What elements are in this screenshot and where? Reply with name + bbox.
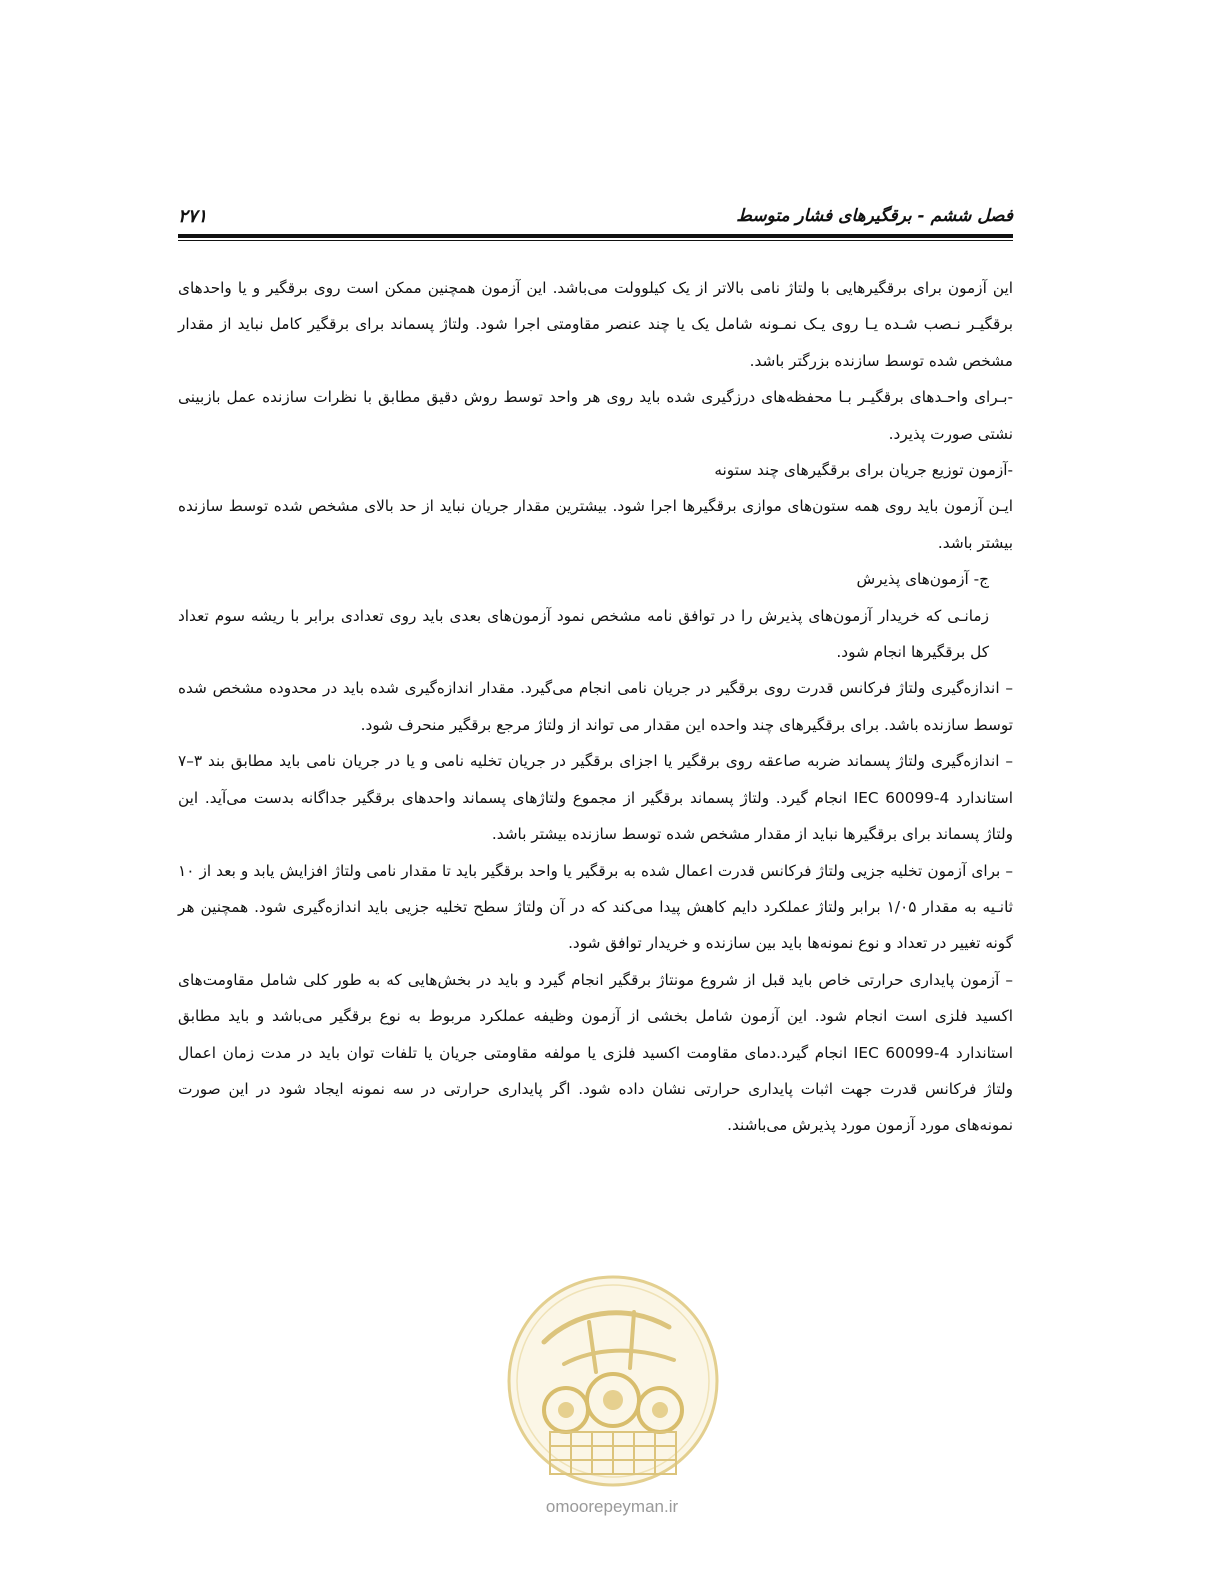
- paragraph: -آزمون توزیع جریان برای برقگیرهای چند ستونه: [714, 461, 1013, 480]
- paragraph: این آزمون برای برقگیرهایی با ولتاژ نامی بالاتر از یک کیلوولت می‌باشد. این آزمون همچنین ممکن است روی برقگیر و یا واحدهای برقگیـر نـصب شـده یـا روی یـک نمـونه شامل یک یا چند عنصر مقاومتی اجرا شود. ولتاژ پسماند برای برقگیر کامل نباید از مقدار مشخص شده توسط سازنده بزرگتر باشد.: [178, 279, 1013, 370]
- header-rule-thin: [178, 240, 1013, 241]
- body-text: [178, 270, 1013, 1144]
- paragraph: – اندازه‌گیری ولتاژ پسماند ضربه صاعقه روی برقگیر یا اجزای برقگیر در جریان تخلیه نامی و یا در جریان نامی باید مطابق بند ۳–۷ استاندارد IEC 60099-4 انجام گیرد. ولتاژ پسماند برقگیر از مجموع ولتاژهای پسماند واحدهای برقگیر جداگانه بدست می‌آید. این ولتاژ پسماند برای برقگیرها نباید از مقدار مشخص شده توسط سازنده بیشتر باشد.: [178, 752, 1013, 844]
- header-rule-thick: [178, 234, 1013, 238]
- watermark-logo: [504, 1272, 722, 1490]
- paragraph: – برای آزمون تخلیه جزیی ولتاژ فرکانس قدرت اعمال شده به برقگیر یا واحد برقگیر باید تا مقدار نامی ولتاژ افزایش یابد و بعد از ۱۰ ثانـیه به مقدار ۱/۰۵ برابر ولتاژ عملکرد دایم کاهش پیدا می‌کند که در آن ولتاژ سطح تخلیه جزیی باید اندازه‌گیری شود. همچنین هر گونه تغییر در تعداد و نوع نمونه‌ها باید بین سازنده و خریدار توافق شود.: [178, 861, 1013, 953]
- website-url: omoorepeyman.ir: [545, 1497, 679, 1516]
- paragraph: – آزمون پایداری حرارتی خاص باید قبل از شروع مونتاژ برقگیر انجام گیرد و باید در بخش‌هایی که به طور کلی شامل مقاومت‌های اکسید فلزی است انجام شود. این آزمون شامل بخشی از آزمون وظیفه عملکرد مربوط به نوع برقگیر می‌باشد و باید مطابق استاندارد IEC 60099-4 انجام گیرد.دمای مقاومت اکسید فلزی یا مولفه مقاومتی جریان یا تلفات توان باید در مدت زمان اعمال ولتاژ فرکانس قدرت جهت اثبات پایداری حرارتی نشان داده شود. اگر پایداری حرارتی در سه نمونه ایجاد شود در این صورت نمونه‌های مورد آزمون مورد پذیرش می‌باشند.: [178, 970, 1013, 1135]
- chapter-title: فصل ششم - برقگیرهای فشار متوسط: [736, 206, 1013, 226]
- paragraph: -بـرای واحـدهای برقگیـر بـا محفظه‌های درزگیری شده باید روی هر واحد توسط روش دقیق مطابق با نظرات سازنده عمل بازبینی نشتی صورت پذیرد.: [178, 388, 1013, 443]
- paragraph: ایـن آزمون باید روی همه ستون‌های موازی برقگیرها اجرا شود. بیشترین مقدار جریان نباید از حد بالای مشخص شده توسط سازنده بیشتر باشد.: [178, 497, 1013, 552]
- paragraph: زمانـی که خریدار آزمون‌های پذیرش را در توافق نامه مشخص نمود آزمون‌های بعدی باید روی تعدادی برابر با ریشه سوم تعداد کل برقگیرها انجام شود.: [178, 606, 989, 662]
- page-number: ۲۷۱: [178, 205, 208, 227]
- watermark-logo-icon: [504, 1272, 722, 1490]
- paragraph: – اندازه‌گیری ولتاژ فرکانس قدرت روی برقگیر در جریان نامی انجام می‌گیرد. مقدار اندازه‌گیری شده باید در محدوده مشخص شده توسط سازنده باشد. برای برقگیرهای چند واحده این مقدار می تواند از ولتاژ مرجع برقگیر منحرف شود.: [178, 679, 1013, 734]
- section-heading: ج- آزمون‌های پذیرش: [856, 570, 989, 589]
- page-header: [178, 200, 1013, 232]
